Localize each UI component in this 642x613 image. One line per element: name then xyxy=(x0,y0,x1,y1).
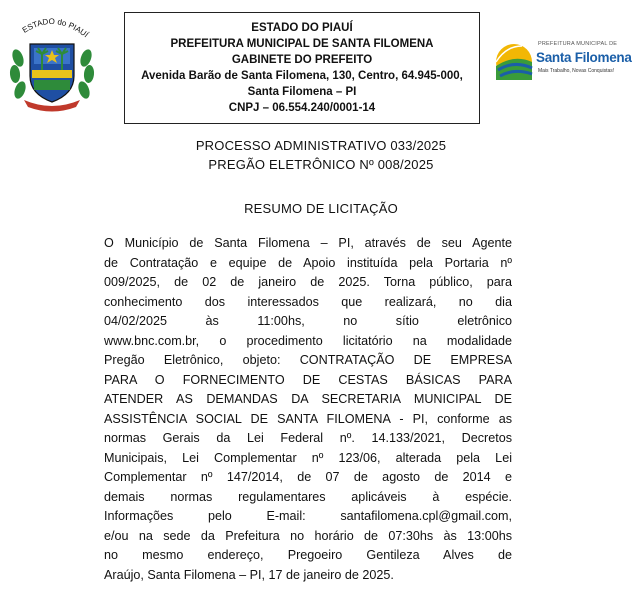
header-address: Avenida Barão de Santa Filomena, 130, Centro, 64.945-000, xyxy=(141,70,463,82)
body-line: PARA O FORNECIMENTO DE CESTAS BÁSICAS PARA xyxy=(104,372,512,387)
body-line: Informações pelo E-mail: santafilomena.cpl@gmail.com, xyxy=(104,509,512,523)
header-state: ESTADO DO PIAUÍ xyxy=(251,22,353,34)
body-line: ATENDER AS DEMANDAS DA SECRETARIA MUNICIPAL DE xyxy=(104,392,512,406)
body-line: de Contratação e equipe de Apoio instituída pela Portaria nº xyxy=(104,255,512,270)
header-city: Santa Filomena – PI xyxy=(247,86,357,98)
body-line: 04/02/2025 às 11:00hs, no sítio eletrônico xyxy=(104,314,512,328)
logo-top-text: PREFEITURA MUNICIPAL DE xyxy=(538,41,618,47)
body-line: Pregão Eletrônico, objeto: CONTRATAÇÃO DE EMPRESA xyxy=(104,353,512,367)
body-line: 009/2025, de 02 de janeiro de 2025. Torna público, para xyxy=(104,275,512,289)
body-line: demais normas regulamentares aplicáveis à espécie. xyxy=(104,489,512,504)
body-paragraph xyxy=(104,234,512,585)
body-line: conhecimento dos interessados que realizará, no dia xyxy=(104,294,512,309)
header-cnpj: CNPJ – 06.554.240/0001-14 xyxy=(228,102,376,114)
state-seal-emblem xyxy=(4,8,100,112)
document-title: RESUMO DE LICITAÇÃO xyxy=(244,201,398,216)
body-line: O Município de Santa Filomena – PI, através de seu Agente xyxy=(104,236,512,250)
seal-ribbon-text: ESTADO do PIAUÍ xyxy=(20,16,91,40)
body-line: e/ou na sede da Prefeitura no horário de 07:30hs às 13:00hs xyxy=(104,528,512,543)
process-number: PROCESSO ADMINISTRATIVO 033/2025 xyxy=(195,138,447,153)
logo-name: Santa Filomena xyxy=(536,50,632,65)
body-line: Complementar nº 147/2014, de 07 de agosto de 2014 e xyxy=(104,470,512,484)
body-line: Araújo, Santa Filomena – PI, 17 de janeiro de 2025. xyxy=(104,567,394,582)
body-line: www.bnc.com.br, o procedimento licitatório na modalidade xyxy=(104,333,512,348)
body-line: Municipais, Lei Complementar nº 123/06, alterada pela Lei xyxy=(104,450,512,465)
header-prefeitura: PREFEITURA MUNICIPAL DE SANTA FILOMENA xyxy=(170,38,434,50)
header-gabinete: GABINETE DO PREFEITO xyxy=(231,54,373,66)
body-line: no mesmo endereço, Pregoeiro Gentileza Alves de xyxy=(104,548,512,562)
body-line: normas Gerais da Lei Federal nº. 14.133/2021, Decretos xyxy=(104,431,512,445)
header-box xyxy=(124,12,480,124)
pregao-number: PREGÃO ELETRÔNICO Nº 008/2025 xyxy=(208,157,434,172)
body-line: ASSISTÊNCIA SOCIAL DE SANTA FILOMENA - PI, conforme as xyxy=(104,411,512,426)
logo-slogan: Mais Trabalho, Novas Conquistas! xyxy=(538,68,615,74)
